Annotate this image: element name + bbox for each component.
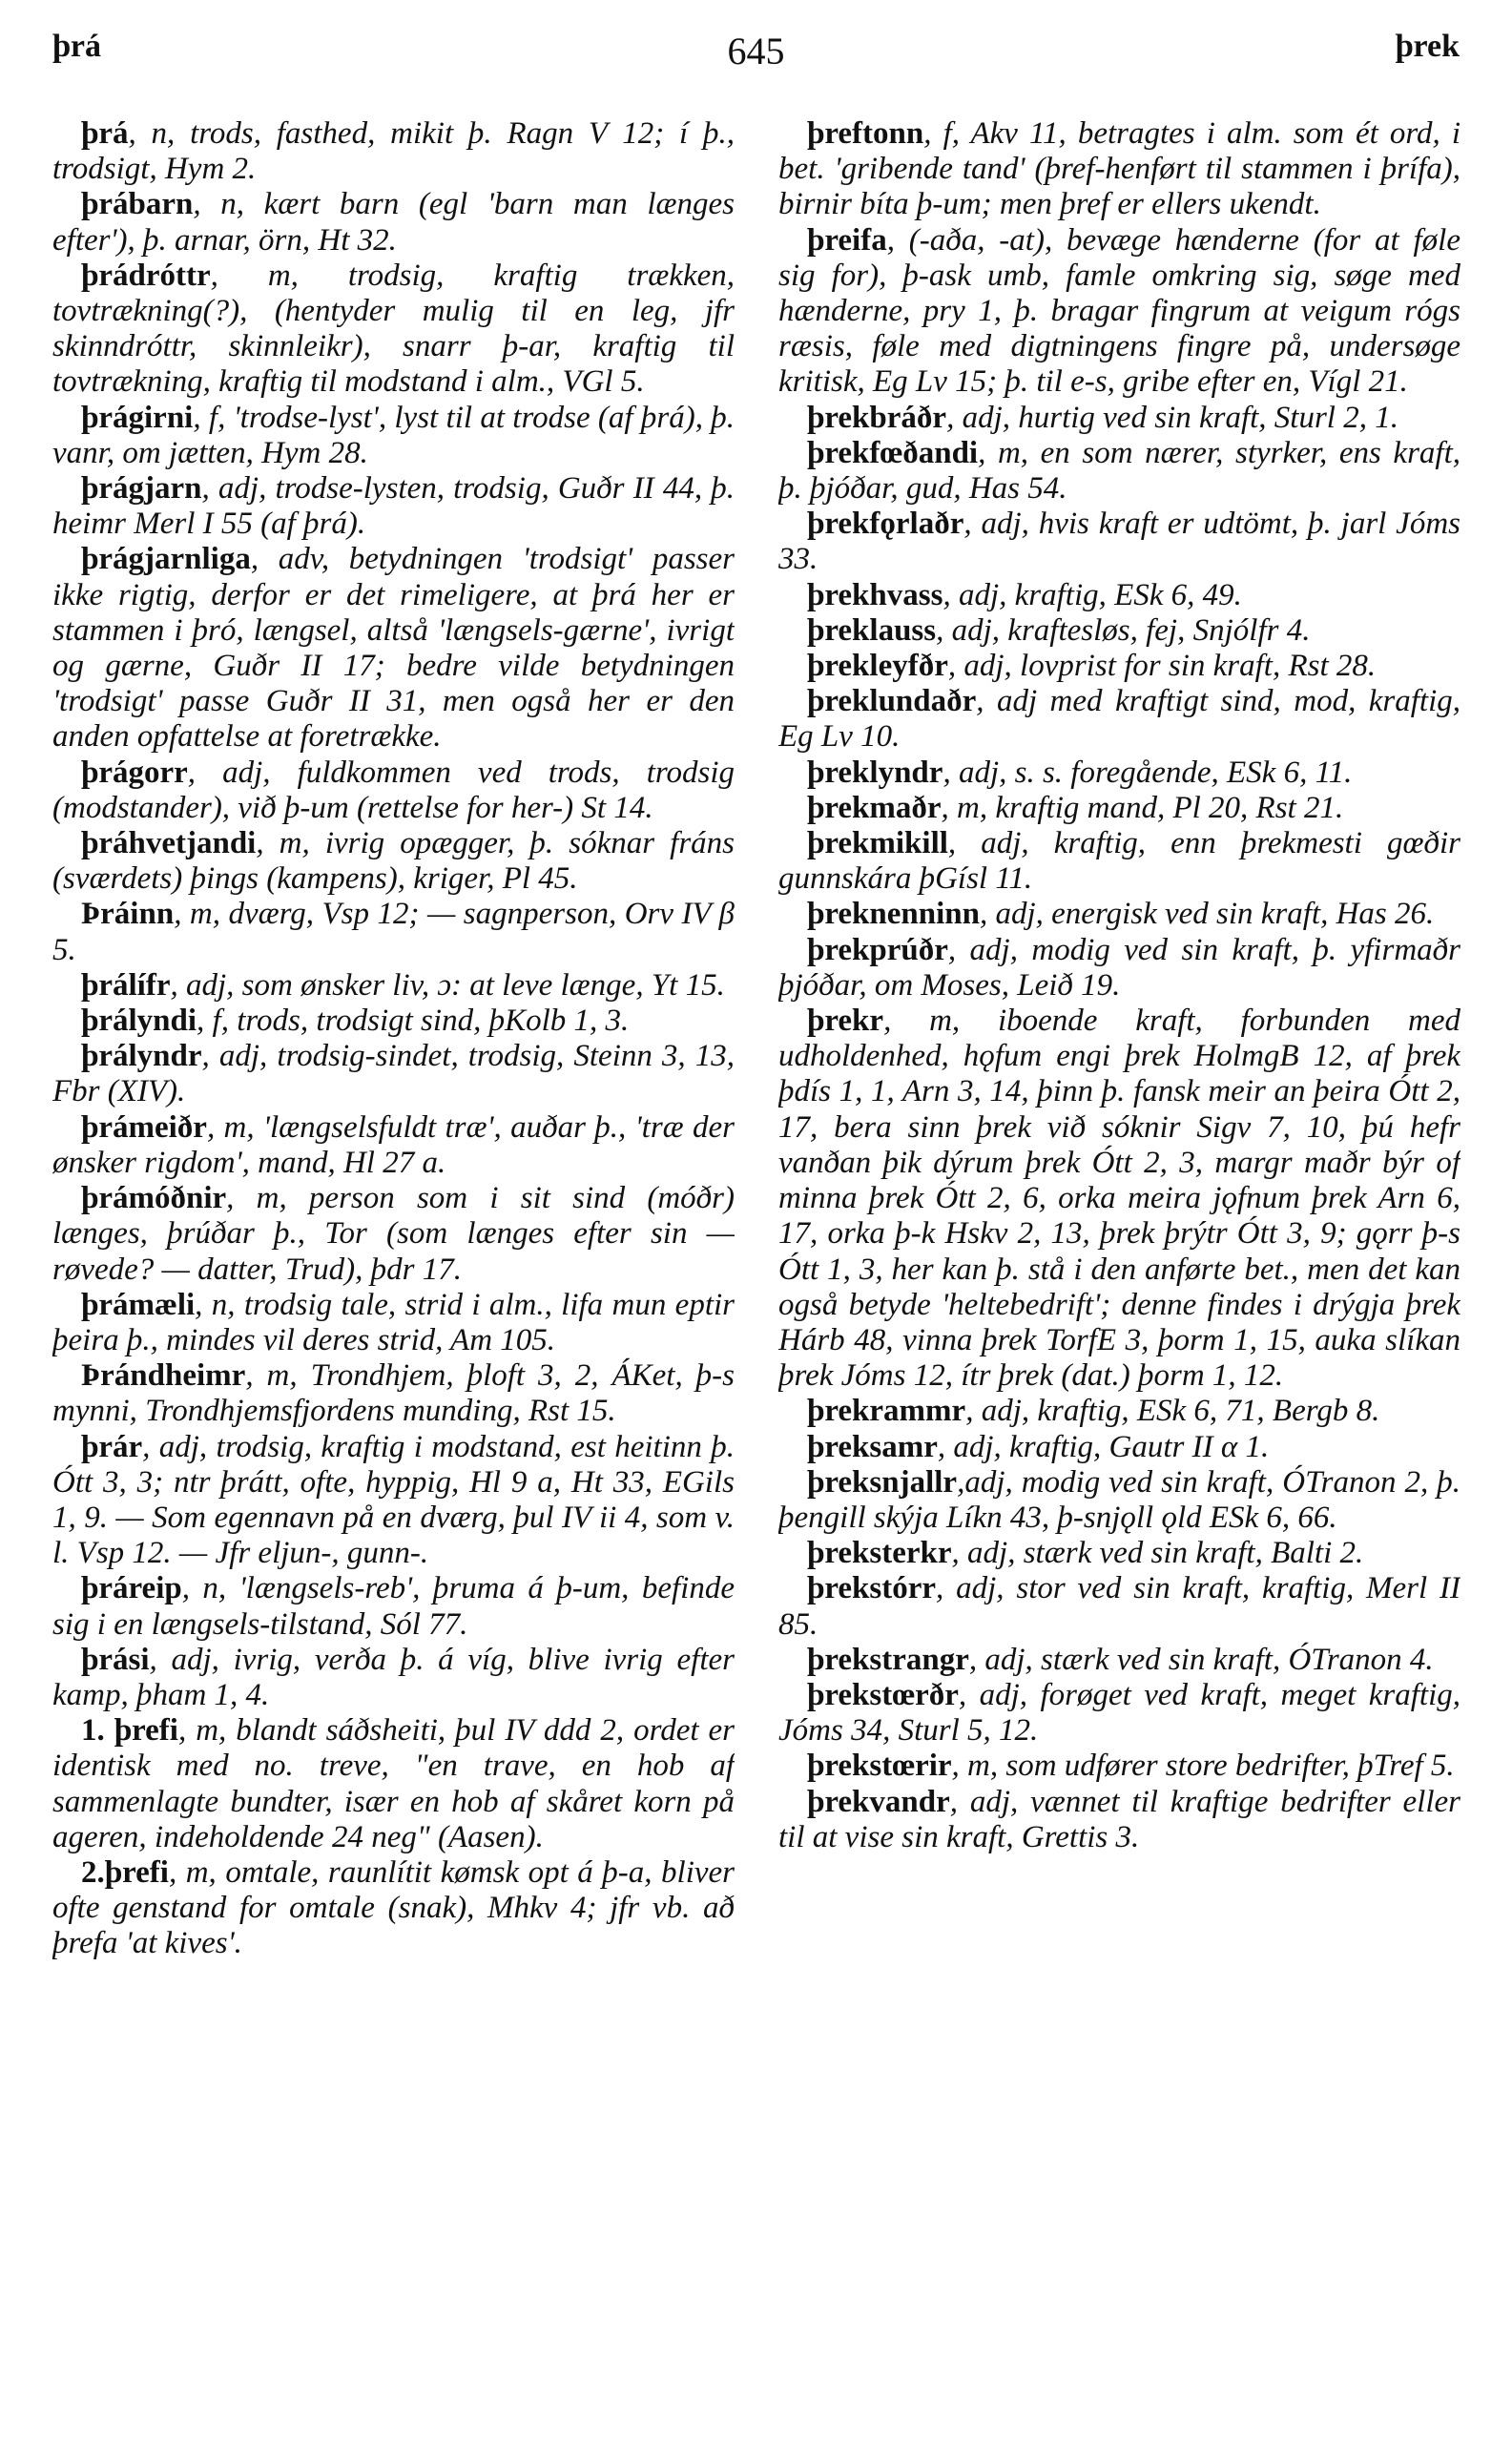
entry-headword: þreksterkr [807,1536,952,1571]
entry-headword: þreifa [807,222,887,258]
entry-headword: Þráinn [81,897,175,932]
entry-headword: þrekhvass [807,577,943,612]
entry-headword: þrágjarnliga [81,542,251,577]
entry-definition: , adj, kraftig, Gautr II α 1. [937,1429,1270,1464]
entry-definition: , adj, som ønsker liv, ɔ: at leve længe, Yt 15. [170,967,725,1003]
dictionary-entry [778,897,1460,932]
dictionary-entry [778,401,1460,436]
entry-definition: , m, iboende kraft, forbunden med udholdenhed, hǫfum engi þrek HolmgB 12, af þrek þdís 1, 1, Arn 3, 14, þinn þ. fansk meir an þeira Ótt 2, 17, bera sinn þrek við sóknir Sigv 7, 10, þú hefr vanðan þik dýrum þrek Ótt 2, 3, margr maðr býr of minna þrek Ótt 2, 6, orka meira jǫfnum þrek Arn 6, 17, orka þ-k Hskv 2, 13, þrek þrýtr Ótt 3, 9; gǫrr þ-s Ótt 1, 3, her kan þ. stå i den anførte bet., men det kan også betyde 'heltebedrift'; denne findes i drýgja þrek Hárb 48, vinna þrek TorfE 3, þorm 1, 15, auka slíkan þrek Jóms 12, ítr þrek (dat.) þorm 1, 12. [778,1004,1460,1394]
dictionary-entry [778,1643,1460,1678]
entry-headword: þrályndi [81,1004,197,1039]
entry-headword: þrár [81,1429,143,1464]
dictionary-entry [52,542,735,755]
entry-definition: , n, trodsig tale, strid i alm., lifa mun eptir þeira þ., mindes vil deres strid, Am 105. [52,1287,735,1357]
entry-headword: þrekstœrðr [807,1677,959,1712]
entry-definition: ,adj, modig ved sin kraft, ÓTranon 2, þ. þengill skýja Líkn 43, þ-snjǫll ǫld ESk 6, 66. [778,1464,1460,1535]
dictionary-entry [778,507,1460,577]
dictionary-entry [778,578,1460,613]
dictionary-entry [52,401,735,471]
entry-headword: þreknenninn [807,897,980,932]
entry-definition: , n, trods, fasthed, mikit þ. Ragn V 12; í þ., trodsigt, Hym 2. [52,116,735,187]
entry-definition: , f, Akv 11, betragtes i alm. som ét ord, i bet. 'gribende tand' (þref-henført til stammen i þrífa), birnir bíta þ-um; men þref er ellers ukendt. [778,116,1460,222]
dictionary-entry [52,1110,735,1181]
dictionary-entry [52,1643,735,1713]
entry-definition: , adj, forøget ved kraft, meget kraftig, Jóms 34, Sturl 5, 12. [778,1677,1460,1749]
entry-definition: , m, Trondhjem, þloft 3, 2, ÁKet, þ-s mynni, Trondhjemsfjordens munding, Rst 15. [52,1358,735,1429]
dictionary-entry [52,1039,735,1109]
right-column [778,116,1460,2406]
entry-definition: , adj, lovprist for sin kraft, Rst 28. [947,649,1377,684]
entry-definition: , f, trods, trodsigt sind, þKolb 1, 3. [197,1004,630,1039]
dictionary-entry [778,223,1460,401]
entry-headword: þreklundaðr [807,684,977,719]
entry-definition: , adj, ivrig, verða þ. á víg, blive ivrig efter kamp, þham 1, 4. [52,1642,735,1712]
entry-definition: , adj, fuldkommen ved trods, trodsig (modstander), við þ-um (rettelse for her-) St 14. [52,755,735,825]
dictionary-entry [778,1394,1460,1429]
dictionary-entry [52,826,735,897]
entry-headword: þrámæli [81,1287,196,1322]
entry-definition: , m, kraftig mand, Pl 20, Rst 21. [941,790,1344,825]
dictionary-entry [778,1465,1460,1536]
dictionary-entry [778,756,1460,791]
entry-headword: þreftonn [807,116,924,151]
entry-definition: , adj, energisk ved sin kraft, Has 26. [979,897,1435,932]
dictionary-entry [778,649,1460,684]
entry-definition: , m, dværg, Vsp 12; — sagnperson, Orv IV β 5. [52,897,735,967]
entry-definition: , m, trodsig, kraftig trækken, tovtrækning(?), (hentyder mulig til en leg, jfr skinndróttr, skinnleikr), snarr þ-ar, kraftig til tovtrækning, kraftig til modstand i alm., VGl 5. [52,258,735,400]
dictionary-entry [52,1855,735,1962]
entry-headword: þrálífr [81,967,171,1003]
dictionary-entry [52,968,735,1004]
entry-headword: þrekbráðr [807,400,947,435]
entry-definition: , adj, trodsig, kraftig i modstand, est heitinn þ. Ótt 3, 3; ntr þrátt, ofte, hyppig, Hl 9 a, Ht 33, EGils 1, 9. — Som egennavn på en dværg, þul IV ii 4, som v. l. Vsp 12. — Jfr eljun-, gunn-. [52,1429,735,1571]
entry-headword: þrágorr [81,755,188,790]
entry-headword: þrekmaðr [807,790,942,825]
dictionary-entry [778,116,1460,223]
entry-headword: þreksnjallr [807,1464,958,1500]
entry-headword: þráhvetjandi [81,826,257,861]
dictionary-entry [52,259,735,401]
entry-headword: þrádróttr [81,258,211,293]
dictionary-entry [778,933,1460,1004]
dictionary-entry [52,187,735,258]
dictionary-entry [52,1004,735,1039]
entry-headword: þráreip [81,1571,182,1606]
header-left-guideword: þrá [52,29,101,64]
entry-definition: , (-aða, -at), bevæge hænderne (for at føle sig for), þ-ask umb, famle omkring sig, søge med hænderne, pry 1, þ. bragar fingrum at veigum rógs ræsis, føle med digtningens fingre på, undersøge kritisk, Eg Lv 15; þ. til e-s, gribe efter en, Vígl 21. [778,222,1460,400]
entry-definition: , m, en som nærer, styrker, ens kraft, þ. þjóðar, gud, Has 54. [778,435,1460,507]
entry-definition: , m, blandt sáðsheiti, þul IV ddd 2, ordet er identisk med no. treve, "en trave, en hob af sammenlagte bundter, især en hob af skåret korn på ageren, indeholdende 24 neg" (Aasen). [52,1713,735,1854]
entry-headword: þrekstrangr [807,1642,969,1677]
entry-definition: , m, som udfører store bedrifter, þTref 5. [951,1749,1455,1784]
entry-definition: , adj, modig ved sin kraft, þ. yfirmaðr þjóðar, om Moses, Leið 19. [778,932,1460,1003]
dictionary-entry [778,1678,1460,1749]
entry-definition: , n, 'længsels-reb', þruma á þ-um, befinde sig i en længsels-tilstand, Sól 77. [52,1571,735,1642]
entry-headword: 1. þrefi [81,1713,178,1749]
dictionary-entry [52,471,735,542]
entry-headword: þrekvandr [807,1784,950,1819]
entry-definition: , adj, kraftig, ESk 6, 49. [942,577,1242,612]
entry-definition: , f, 'trodse-lyst', lyst til at trodse (af þrá), þ. vanr, om jætten, Hym 28. [52,400,735,470]
entry-headword: þrási [81,1642,150,1677]
entry-headword: þreklauss [807,612,937,648]
entry-headword: þrekrammr [807,1394,966,1429]
entry-headword: þrágjarn [81,471,202,507]
dictionary-entry [778,1571,1460,1642]
entry-headword: þrá [81,116,129,151]
entry-definition: , m, 'længselsfuldt træ', auðar þ., 'træ der ønsker rigdom', mand, Hl 27 a. [52,1109,735,1180]
entry-definition: , m, omtale, raunlítit kømsk opt á þ-a, bliver ofte genstand for omtale (snak), Mhkv 4; jfr vb. að þrefa 'at kives'. [52,1854,735,1961]
dictionary-entry [52,1430,735,1572]
entry-headword: þrekmikill [807,826,948,861]
dictionary-entry [778,1430,1460,1465]
entry-definition: , adj, kraftig, enn þrekmesti gœðir gunnskára þGísl 11. [778,826,1460,897]
entry-headword: þrágirni [81,400,194,435]
entry-definition: , adv, betydningen 'trodsigt' passer ikke rigtig, derfor er det rimeligere, at þrá her er stammen i þró, længsel, altså 'længsels-gærne', ivrigt og gærne, Guðr II 17; bedre vilde betydningen 'trodsigt' passe Guðr II 31, men også her er den anden opfattelse at foretrække. [52,542,735,755]
entry-headword: þrekprúðr [807,932,948,967]
dictionary-entry [52,116,735,187]
entry-headword: þrekfœðandi [807,435,979,470]
dictionary-entry [52,756,735,826]
dictionary-entry [778,1785,1460,1855]
dictionary-entry [778,1536,1460,1571]
entry-headword: 2.þrefi [81,1854,169,1890]
entry-headword: þrekr [807,1004,884,1039]
page-number: 645 [727,30,785,72]
entry-definition: , adj, vænnet til kraftige bedrifter eller til at vise sin kraft, Grettis 3. [778,1784,1460,1854]
dictionary-entry [52,897,735,967]
header-right-guideword: þrek [1395,29,1460,64]
dictionary-entry [778,791,1460,826]
dictionary-entry [778,613,1460,649]
entry-definition: , adj, kraftesløs, fej, Snjólfr 4. [936,612,1311,648]
entry-headword: Þrándheimr [81,1358,246,1394]
entry-definition: , adj med kraftigt sind, mod, kraftig, Eg Lv 10. [778,684,1460,755]
dictionary-entry [778,826,1460,897]
page-header [52,29,1460,86]
dictionary-entry [52,1288,735,1358]
entry-definition: , adj, trodse-lysten, trodsig, Guðr II 44, þ. heimr Merl I 55 (af þrá). [52,471,735,542]
entry-headword: þrályndr [81,1039,202,1074]
dictionary-entry [778,436,1460,507]
entry-headword: þrámóðnir [81,1181,227,1216]
entry-headword: þrekstórr [807,1571,937,1606]
dictionary-entry [778,684,1460,755]
entry-headword: þrekleyfðr [807,649,948,684]
entry-definition: , adj, hvis kraft er udtömt, þ. jarl Jóms 33. [778,507,1460,577]
dictionary-entry [52,1571,735,1642]
dictionary-entry [52,1181,735,1288]
dictionary-entry [778,1749,1460,1784]
entry-definition: , m, person som i sit sind (móðr) længes, þrúðar þ., Tor (som længes efter sin — røvede? — datter, Trud), þdr 17. [52,1181,735,1287]
entry-definition: , n, kært barn (egl 'barn man længes efter'), þ. arnar, örn, Ht 32. [52,187,735,258]
entry-definition: , adj, stor ved sin kraft, kraftig, Merl II 85. [778,1571,1460,1642]
dictionary-entry [52,1713,735,1855]
entry-headword: þrámeiðr [81,1109,207,1145]
entry-definition: , adj, trodsig-sindet, trodsig, Steinn 3, 13, Fbr (XIV). [52,1039,735,1109]
entry-headword: þreksamr [807,1429,938,1464]
entry-definition: , adj, stærk ved sin kraft, ÓTranon 4. [968,1642,1434,1677]
dictionary-entry [778,1004,1460,1394]
entry-definition: , adj, s. s. foregående, ESk 6, 11. [942,755,1353,790]
entry-headword: þrekstœrir [807,1749,952,1784]
left-column [52,116,735,2406]
dictionary-entry [52,1358,735,1429]
entry-headword: þrábarn [81,187,194,222]
entry-definition: , adj, kraftig, ESk 6, 71, Bergb 8. [965,1394,1380,1429]
entry-headword: þrekfǫrlaðr [807,507,964,542]
entry-definition: , adj, stærk ved sin kraft, Balti 2. [951,1536,1364,1571]
entry-definition: , m, ivrig opægger, þ. sóknar fráns (sværdets) þings (kampens), kriger, Pl 45. [52,826,735,897]
entry-definition: , adj, hurtig ved sin kraft, Sturl 2, 1. [946,400,1398,435]
entry-headword: þreklyndr [807,755,943,790]
